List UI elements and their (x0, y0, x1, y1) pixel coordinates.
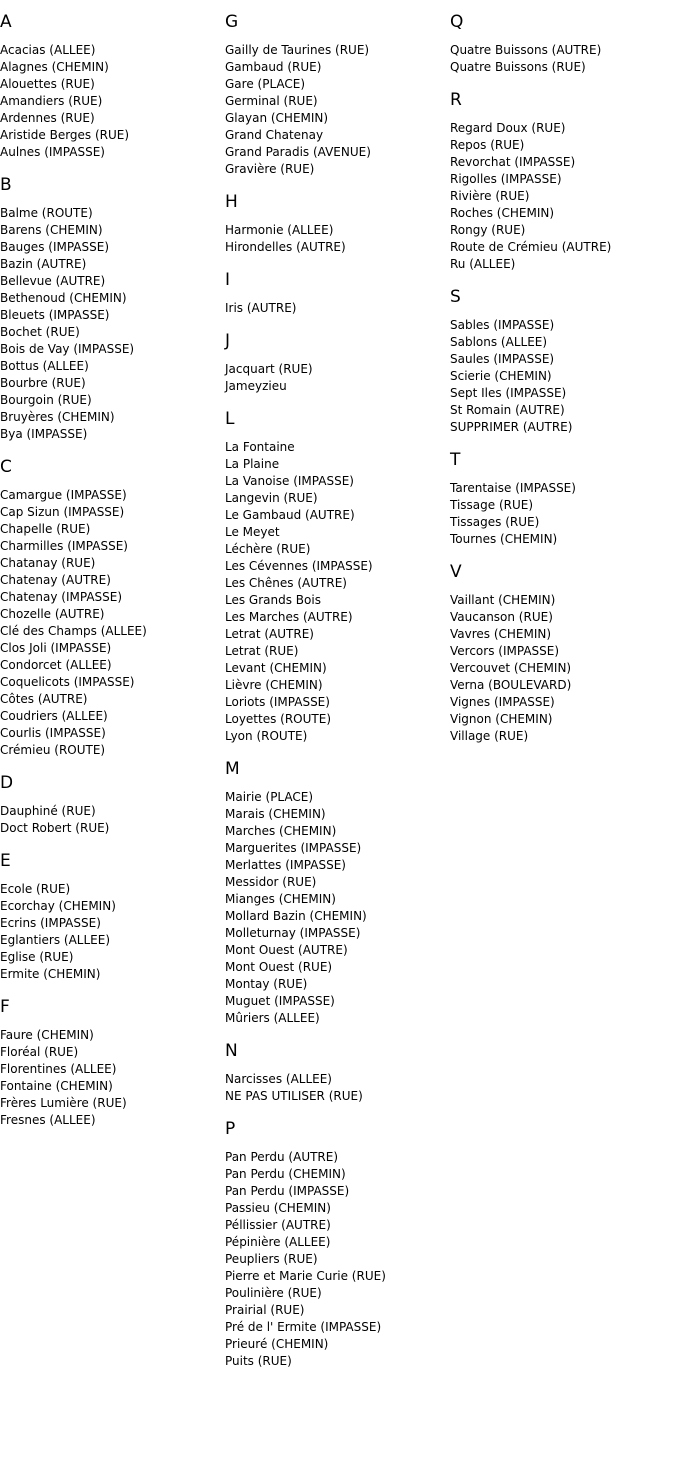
street-list-item[interactable]: Ru (ALLEE) (450, 257, 516, 271)
street-list-item[interactable]: Vignon (CHEMIN) (450, 712, 553, 726)
street-list-item[interactable]: Charmilles (IMPASSE) (0, 539, 128, 553)
street-list-item[interactable]: Sables (IMPASSE) (450, 318, 555, 332)
section-letter-heading: P (225, 1119, 236, 1139)
street-list-item[interactable]: Lièvre (CHEMIN) (225, 678, 323, 692)
street-list-item[interactable]: Tournes (CHEMIN) (450, 532, 558, 546)
street-list (0, 487, 225, 759)
letter-section (450, 287, 675, 436)
street-list-item[interactable]: Quatre Buissons (AUTRE) (450, 43, 602, 57)
street-list (225, 42, 450, 178)
street-list-item[interactable]: Sept Iles (IMPASSE) (450, 386, 567, 400)
street-list-item[interactable]: Bethenoud (CHEMIN) (0, 291, 127, 305)
street-list-item[interactable]: Scierie (CHEMIN) (450, 369, 552, 383)
street-list-item[interactable]: Revorchat (IMPASSE) (450, 155, 576, 169)
street-list-item[interactable]: Doct Robert (RUE) (0, 821, 110, 835)
street-list-item[interactable]: Pépinière (ALLEE) (225, 1235, 331, 1249)
section-letter-heading: V (450, 562, 463, 582)
street-list (225, 1071, 450, 1105)
street-list-item[interactable]: St Romain (AUTRE) (450, 403, 565, 417)
street-list-item[interactable]: Marais (CHEMIN) (225, 807, 326, 821)
street-list-item[interactable]: Bauges (IMPASSE) (0, 240, 110, 254)
street-list-item[interactable]: Vavres (CHEMIN) (450, 627, 552, 641)
street-list-item[interactable]: Rigolles (IMPASSE) (450, 172, 562, 186)
street-list-item[interactable]: Letrat (RUE) (225, 644, 299, 658)
column-3 (450, 0, 675, 759)
street-list-item[interactable]: Bottus (ALLEE) (0, 359, 89, 373)
street-list (450, 42, 675, 76)
street-list-item[interactable]: Clos Joli (IMPASSE) (0, 641, 112, 655)
street-list-item[interactable]: Tarentaise (IMPASSE) (450, 481, 576, 495)
letter-section (0, 175, 225, 443)
street-list-item[interactable]: Vercouvet (CHEMIN) (450, 661, 572, 675)
street-list-item[interactable]: Grand Paradis (AVENUE) (225, 145, 371, 159)
letter-section (0, 851, 225, 983)
street-list-item[interactable]: Molleturnay (IMPASSE) (225, 926, 361, 940)
letter-section (0, 12, 225, 161)
section-letter-heading: L (225, 409, 235, 429)
street-list-item[interactable]: Levant (CHEMIN) (225, 661, 327, 675)
section-letter-heading: B (0, 175, 13, 195)
street-list-item[interactable]: Harmonie (ALLEE) (225, 223, 334, 237)
street-list (0, 205, 225, 443)
section-letter-heading: F (0, 997, 11, 1017)
street-list-item[interactable]: Narcisses (ALLEE) (225, 1072, 332, 1086)
street-list-item[interactable]: Coudriers (ALLEE) (0, 709, 108, 723)
street-list-item[interactable]: Barens (CHEMIN) (0, 223, 103, 237)
street-list-item[interactable]: Ecorchay (CHEMIN) (0, 899, 116, 913)
section-letter-heading: N (225, 1041, 239, 1061)
street-list-item[interactable]: Cap Sizun (IMPASSE) (0, 505, 125, 519)
street-list-item[interactable]: Merlattes (IMPASSE) (225, 858, 346, 872)
street-list-item[interactable]: Faure (CHEMIN) (0, 1028, 94, 1042)
street-list (225, 439, 450, 745)
street-list-item[interactable]: Tissages (RUE) (450, 515, 540, 529)
street-list-item[interactable]: Dauphiné (RUE) (0, 804, 96, 818)
street-list-item[interactable]: La Plaine (225, 457, 280, 471)
street-list-item[interactable]: Chapelle (RUE) (0, 522, 91, 536)
street-list-item[interactable]: Aristide Berges (RUE) (0, 128, 130, 142)
letter-section (225, 409, 450, 745)
street-list-item[interactable]: Léchère (RUE) (225, 542, 311, 556)
street-list (225, 361, 450, 395)
street-list-item[interactable]: Gravière (RUE) (225, 162, 315, 176)
street-list-item[interactable]: Pan Perdu (CHEMIN) (225, 1167, 346, 1181)
street-list-item[interactable]: Eglantiers (ALLEE) (0, 933, 111, 947)
street-list (0, 881, 225, 983)
street-list-item[interactable]: Camargue (IMPASSE) (0, 488, 127, 502)
street-list-item[interactable]: Jacquart (RUE) (225, 362, 313, 376)
street-list-item[interactable]: Floréal (RUE) (0, 1045, 79, 1059)
street-list-item[interactable]: Ecole (RUE) (0, 882, 71, 896)
letter-section (450, 90, 675, 273)
street-list-item[interactable]: Saules (IMPASSE) (450, 352, 555, 366)
street-list-item[interactable]: Bourbre (RUE) (0, 376, 86, 390)
street-list-item[interactable]: Fontaine (CHEMIN) (0, 1079, 113, 1093)
letter-section (225, 1119, 450, 1370)
street-list-item[interactable]: La Fontaine (225, 440, 295, 454)
column-2 (225, 0, 450, 1384)
street-list-item[interactable]: Bruyères (CHEMIN) (0, 410, 115, 424)
street-list-item[interactable]: Balme (ROUTE) (0, 206, 93, 220)
street-list-item[interactable]: Jameyzieu (225, 379, 287, 393)
street-list-item[interactable]: Bleuets (IMPASSE) (0, 308, 110, 322)
street-list-item[interactable]: Eglise (RUE) (0, 950, 74, 964)
letter-section (225, 1041, 450, 1105)
street-list-item[interactable]: Village (RUE) (450, 729, 529, 743)
street-list-item[interactable]: Hirondelles (AUTRE) (225, 240, 346, 254)
street-list-item[interactable]: Bazin (AUTRE) (0, 257, 87, 271)
street-list-item[interactable]: Mollard Bazin (CHEMIN) (225, 909, 367, 923)
street-list-item[interactable]: Gailly de Taurines (RUE) (225, 43, 370, 57)
letter-section (225, 12, 450, 178)
section-letter-heading: J (225, 331, 231, 351)
street-list-item[interactable]: Verna (BOULEVARD) (450, 678, 572, 692)
street-list-item[interactable]: Frères Lumière (RUE) (0, 1096, 127, 1110)
section-letter-heading: D (0, 773, 14, 793)
street-list (450, 592, 675, 745)
street-list-item[interactable]: Péllissier (AUTRE) (225, 1218, 331, 1232)
street-list-item[interactable]: Bya (IMPASSE) (0, 427, 88, 441)
street-list-item[interactable]: Regard Doux (RUE) (450, 121, 566, 135)
letter-section (450, 562, 675, 745)
street-list-item[interactable]: Passieu (CHEMIN) (225, 1201, 331, 1215)
street-list (0, 42, 225, 161)
street-list-item[interactable]: Vaucanson (RUE) (450, 610, 553, 624)
street-list (225, 222, 450, 256)
street-list-item[interactable]: Aulnes (IMPASSE) (0, 145, 105, 159)
street-list-item[interactable]: Pierre et Marie Curie (RUE) (225, 1269, 386, 1283)
letter-section (225, 192, 450, 256)
street-list-item[interactable]: Puits (RUE) (225, 1354, 292, 1368)
street-list (225, 789, 450, 1027)
street-list-item[interactable]: Les Cévennes (IMPASSE) (225, 559, 373, 573)
street-list-item[interactable]: Mont Ouest (AUTRE) (225, 943, 348, 957)
section-letter-heading: T (450, 450, 461, 470)
street-list-item[interactable]: Messidor (RUE) (225, 875, 317, 889)
section-letter-heading: H (225, 192, 239, 212)
street-list-item[interactable]: Chozelle (AUTRE) (0, 607, 105, 621)
street-list-item[interactable]: Rongy (RUE) (450, 223, 526, 237)
street-list-item[interactable]: Le Meyet (225, 525, 280, 539)
street-list-item[interactable]: Sablons (ALLEE) (450, 335, 548, 349)
street-list-item[interactable]: Côtes (AUTRE) (0, 692, 88, 706)
street-list-item[interactable]: Courlis (IMPASSE) (0, 726, 106, 740)
letter-section (0, 997, 225, 1129)
street-list-item[interactable]: NE PAS UTILISER (RUE) (225, 1089, 363, 1103)
section-letter-heading: G (225, 12, 239, 32)
section-letter-heading: C (0, 457, 13, 477)
section-letter-heading: S (450, 287, 462, 307)
street-list-item[interactable]: Florentines (ALLEE) (0, 1062, 117, 1076)
street-list-item[interactable]: Letrat (AUTRE) (225, 627, 314, 641)
street-list-item[interactable]: Marches (CHEMIN) (225, 824, 337, 838)
street-list-item[interactable]: Prairial (RUE) (225, 1303, 305, 1317)
street-list-item[interactable]: Fresnes (ALLEE) (0, 1113, 96, 1127)
section-letter-heading: I (225, 270, 231, 290)
street-list-item[interactable]: Mairie (PLACE) (225, 790, 314, 804)
street-list-item[interactable]: Les Marches (AUTRE) (225, 610, 353, 624)
street-list-item[interactable]: Pan Perdu (IMPASSE) (225, 1184, 350, 1198)
section-letter-heading: R (450, 90, 463, 110)
street-list-item[interactable]: Coquelicots (IMPASSE) (0, 675, 135, 689)
street-list-item[interactable]: Prieuré (CHEMIN) (225, 1337, 329, 1351)
street-list-item[interactable]: Condorcet (ALLEE) (0, 658, 112, 672)
street-list-item[interactable]: Repos (RUE) (450, 138, 525, 152)
street-list (450, 480, 675, 548)
street-list-item[interactable]: Ardennes (RUE) (0, 111, 95, 125)
street-list-item[interactable]: La Vanoise (IMPASSE) (225, 474, 354, 488)
street-list-item[interactable]: Muguet (IMPASSE) (225, 994, 335, 1008)
street-list-item[interactable]: Alouettes (RUE) (0, 77, 95, 91)
street-list-item[interactable]: Marguerites (IMPASSE) (225, 841, 362, 855)
street-list-item[interactable]: Ermite (CHEMIN) (0, 967, 101, 981)
street-list-item[interactable]: Germinal (RUE) (225, 94, 318, 108)
street-list-item[interactable]: Ecrins (IMPASSE) (0, 916, 101, 930)
street-list-item[interactable]: Les Grands Bois (225, 593, 321, 607)
letter-section (0, 773, 225, 837)
letter-section (450, 12, 675, 76)
street-list-item[interactable]: Vaillant (CHEMIN) (450, 593, 556, 607)
street-list-item[interactable]: Mûriers (ALLEE) (225, 1011, 320, 1025)
street-list-item[interactable]: SUPPRIMER (AUTRE) (450, 420, 573, 434)
column-1 (0, 0, 225, 1143)
street-list (225, 300, 450, 317)
street-list-item[interactable]: Acacias (ALLEE) (0, 43, 96, 57)
street-list-item[interactable]: Montay (RUE) (225, 977, 308, 991)
street-list-item[interactable]: Gambaud (RUE) (225, 60, 322, 74)
street-list-item[interactable]: Grand Chatenay (225, 128, 324, 142)
street-list-item[interactable]: Quatre Buissons (RUE) (450, 60, 586, 74)
section-letter-heading: Q (450, 12, 464, 32)
street-list-item[interactable]: Crémieu (ROUTE) (0, 743, 106, 757)
street-list-item[interactable]: Iris (AUTRE) (225, 301, 297, 315)
street-list-item[interactable]: Langevin (RUE) (225, 491, 318, 505)
street-list (450, 120, 675, 273)
letter-section (0, 457, 225, 759)
section-letter-heading: M (225, 759, 241, 779)
street-list-item[interactable]: Les Chênes (AUTRE) (225, 576, 347, 590)
street-list-item[interactable]: Loyettes (ROUTE) (225, 712, 332, 726)
street-list-item[interactable]: Gare (PLACE) (225, 77, 306, 91)
section-letter-heading: A (0, 12, 13, 32)
street-list-item[interactable]: Pan Perdu (AUTRE) (225, 1150, 339, 1164)
street-list-item[interactable]: Tissage (RUE) (450, 498, 534, 512)
street-list-item[interactable]: Poulinière (RUE) (225, 1286, 322, 1300)
street-list (0, 1027, 225, 1129)
street-list-item[interactable]: Bochet (RUE) (0, 325, 80, 339)
street-list-item[interactable]: Le Gambaud (AUTRE) (225, 508, 355, 522)
street-list-item[interactable]: Bellevue (AUTRE) (0, 274, 106, 288)
letter-section (225, 331, 450, 395)
street-list (225, 1149, 450, 1370)
street-list-item[interactable]: Vignes (IMPASSE) (450, 695, 555, 709)
street-list-item[interactable]: Peupliers (RUE) (225, 1252, 318, 1266)
street-list-item[interactable]: Bois de Vay (IMPASSE) (0, 342, 135, 356)
street-list-item[interactable]: Glayan (CHEMIN) (225, 111, 329, 125)
street-list-item[interactable]: Loriots (IMPASSE) (225, 695, 330, 709)
street-list-item[interactable]: Mianges (CHEMIN) (225, 892, 336, 906)
street-list-item[interactable]: Lyon (ROUTE) (225, 729, 308, 743)
letter-section (450, 450, 675, 548)
street-list-item[interactable]: Clé des Champs (ALLEE) (0, 624, 147, 638)
street-list (450, 317, 675, 436)
street-list-item[interactable]: Amandiers (RUE) (0, 94, 103, 108)
street-list-item[interactable]: Bourgoin (RUE) (0, 393, 92, 407)
section-letter-heading: E (0, 851, 12, 871)
street-list-item[interactable]: Rivière (RUE) (450, 189, 530, 203)
street-list-item[interactable]: Chatenay (AUTRE) (0, 573, 111, 587)
street-list-item[interactable]: Alagnes (CHEMIN) (0, 60, 109, 74)
street-list-item[interactable]: Chatenay (IMPASSE) (0, 590, 123, 604)
street-list-item[interactable]: Mont Ouest (RUE) (225, 960, 333, 974)
street-list-item[interactable]: Chatanay (RUE) (0, 556, 96, 570)
street-list-item[interactable]: Roches (CHEMIN) (450, 206, 555, 220)
street-list-item[interactable]: Route de Crémieu (AUTRE) (450, 240, 612, 254)
street-list (0, 803, 225, 837)
street-list-item[interactable]: Vercors (IMPASSE) (450, 644, 560, 658)
street-list-item[interactable]: Pré de l' Ermite (IMPASSE) (225, 1320, 382, 1334)
letter-section (225, 270, 450, 317)
letter-section (225, 759, 450, 1027)
